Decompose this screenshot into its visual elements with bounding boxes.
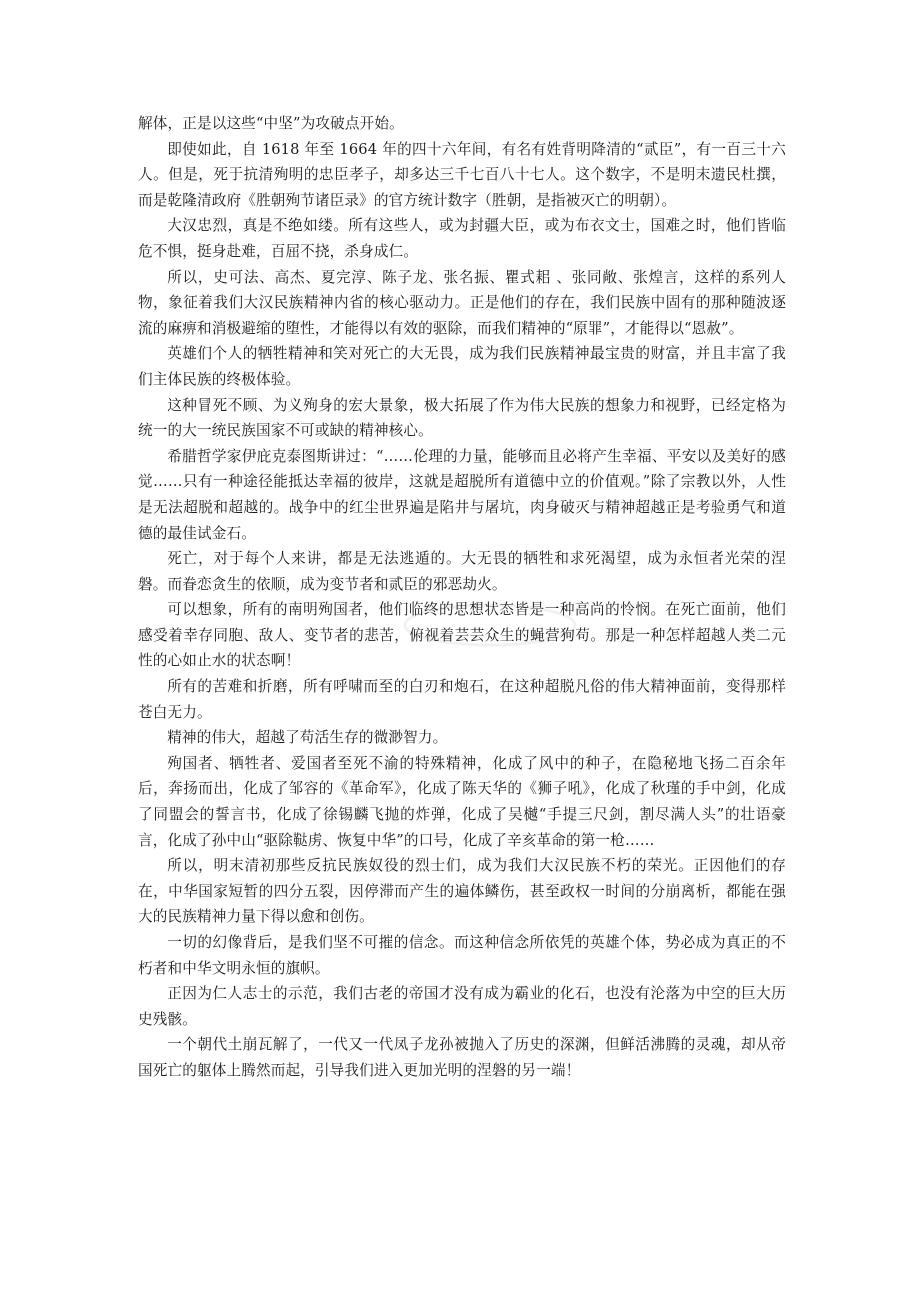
paragraph-5: 英雄们个人的牺牲精神和笑对死亡的大无畏，成为我们民族精神最宝贵的财富，并且丰富了我们主体民族的终极体验。 <box>138 345 786 388</box>
paragraph-6: 这种冒死不顾、为义殉身的宏大景象，极大拓展了作为伟大民族的想象力和视野，已经定格为统一的大一统民族国家不可或缺的精神核心。 <box>138 396 786 440</box>
paragraph-2: 即使如此，自 1618 年至 1664 年的四十六年间，有名有姓背明降清的“贰臣”，有一百三十六人。但是，死于抗清殉明的忠臣孝子，却多达三千七百八十七人。这个数字，不是明末遗民杜撰，而是乾隆清政府《胜朝殉节诸臣录》的官方统计数字（胜朝，是指被灭亡的明朝）。 <box>138 140 786 209</box>
paragraph-4: 所以，史可法、高杰、夏完淳、陈子龙、张名振、瞿式耜 、张同敞、张煌言，这样的系列人物，象征着我们大汉民族精神内省的核心驱动力。正是他们的存在，我们民族中固有的那种随波逐流的麻痹和消极避缩的堕性，才能得以有效的驱除，而我们精神的“原罪”，才能得以“恩赦”。 <box>138 268 786 337</box>
paragraph-14: 一切的幻像背后，是我们坚不可摧的信念。而这种信念所依凭的英雄个体，势必成为真正的不朽者和中华文明永恒的旗帜。 <box>138 934 786 977</box>
paragraph-10: 所有的苦难和折磨，所有呼啸而至的白刃和炮石，在这种超脱凡俗的伟大精神面前，变得那样苍白无力。 <box>138 678 786 721</box>
paragraph-16: 一个朝代土崩瓦解了，一代又一代凤子龙孙被抛入了历史的深渊，但鲜活沸腾的灵魂，却从帝国死亡的躯体上腾然而起，引导我们进入更加光明的涅磐的另一端！ <box>138 1036 786 1079</box>
paragraph-7: 希腊哲学家伊庇克泰图斯讲过：“……伦理的力量，能够而且必将产生幸福、平安以及美好的感觉……只有一种途径能抵达幸福的彼岸，这就是超脱所有道德中立的价值观。”除了宗教以外，人性是无法超脱和超越的。战争中的红尘世界遍是陷井与屠坑，肉身破灭与精神超越正是考验勇气和道德的最佳试金石。 <box>138 447 786 542</box>
paragraph-15: 正因为仁人志士的示范，我们古老的帝国才没有成为霸业的化石，也没有沦落为中空的巨大历史残骸。 <box>138 985 786 1028</box>
paragraph-13: 所以，明末清初那些反抗民族奴役的烈士们，成为我们大汉民族不朽的荣光。正因他们的存在，中华国家短暂的四分五裂，因停滞而产生的遍体鳞伤，甚至政权一时间的分崩离析，都能在强大的民族精神力量下得以愈和创伤。 <box>138 857 786 926</box>
paragraph-12: 殉国者、牺牲者、爱国者至死不渝的特殊精神，化成了风中的种子，在隐秘地飞扬二百余年后，奔扬而出，化成了邹容的《革命军》，化成了陈天华的《狮子吼》，化成了秋瑾的手中剑，化成了同盟会的誓言书，化成了徐锡麟飞抛的炸弹，化成了吴樾“手提三尺剑，割尽满人头”的壮语豪言，化成了孙中山“驱除鞑虏、恢复中华”的口号，化成了辛亥革命的第一枪…… <box>138 754 786 849</box>
paragraph-1: 解体，正是以这些“中坚”为攻破点开始。 <box>138 115 404 132</box>
paragraph-3: 大汉忠烈，真是不绝如缕。所有这些人，或为封疆大臣，或为布衣文士，国难之时，他们皆临危不惧，挺身赴难，百屈不挠，杀身成仁。 <box>138 217 786 260</box>
paragraph-11: 精神的伟大，超越了苟活生存的微渺智力。 <box>167 729 448 747</box>
paragraph-9: 可以想象，所有的南明殉国者，他们临终的思想状态皆是一种高尚的怜悯。在死亡面前，他们感受着幸存同胞、敌人、变节者的悲苦，俯视着芸芸众生的蝇营狗苟。那是一种怎样超越人类二元性的心如止水的状态啊！ <box>138 601 786 670</box>
paragraph-8: 死亡，对于每个人来讲，都是无法逃遁的。大无畏的牺牲和求死渴望，成为永恒者光荣的涅磐。而眷恋贪生的依顺，成为变节者和贰臣的邪恶劫火。 <box>138 550 786 593</box>
document-body <box>138 111 786 1084</box>
